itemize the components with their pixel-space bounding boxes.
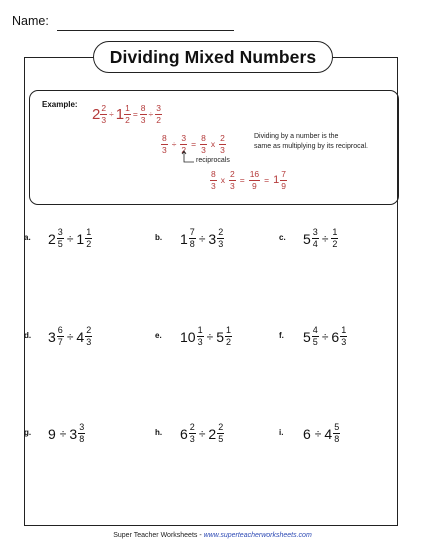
whole-number: 1	[115, 105, 125, 123]
name-line	[57, 30, 234, 31]
fraction: $\frac{6}{7}$	[57, 325, 63, 347]
name-label: Name:	[12, 14, 49, 28]
equals: =	[132, 109, 138, 119]
fraction: 1 2	[86, 227, 92, 249]
example-line-1	[92, 104, 162, 124]
example-note	[254, 132, 399, 152]
problem-letter: a.	[24, 233, 31, 242]
fraction: $\frac{8}{3}$	[162, 133, 167, 155]
problem-letter: f.	[279, 331, 284, 340]
problem-letter: e.	[155, 331, 162, 340]
reciprocals-label: reciprocals	[196, 157, 230, 164]
operator: x	[210, 139, 216, 149]
footer-link[interactable]: www.superteacherworksheets.com	[203, 532, 312, 539]
fraction: $\frac{8}{3}$	[140, 103, 146, 125]
fraction: 3 8	[79, 422, 85, 444]
fraction: 7 9	[281, 169, 286, 191]
fraction: $\frac{16}{9}$	[249, 169, 260, 191]
fraction: 2 3	[86, 325, 92, 347]
problem-letter: d.	[24, 331, 32, 340]
worksheet-title: Dividing Mixed Numbers	[93, 41, 333, 73]
problem-d: 3 $\frac{6}{7}$ ÷ 4 2 3	[48, 325, 92, 347]
fraction: $\frac{4}{5}$	[312, 325, 318, 347]
footer	[0, 532, 425, 539]
fraction: $\frac{8}{3}$	[201, 133, 206, 155]
fraction: 1 2	[225, 325, 231, 347]
problem-e: 10 $\frac{1}{3}$ ÷ 5 1 2	[180, 325, 231, 347]
fraction: $\frac{3}{2}$	[156, 103, 161, 125]
operator: ÷	[171, 139, 177, 149]
fraction: $\frac{2}{3}$	[229, 169, 235, 191]
fraction: $\frac{3}{2}$	[181, 133, 187, 155]
fraction: $\frac{2}{3}$	[101, 103, 107, 125]
whole-number: 1	[273, 174, 280, 186]
fraction: 2 3	[220, 133, 225, 155]
problem-b: 1 $\frac{7}{8}$ ÷ 3 2 3	[180, 227, 224, 249]
problem-letter: h.	[155, 428, 163, 437]
operator: ÷	[109, 109, 114, 119]
equals: =	[191, 139, 197, 149]
equals: =	[239, 175, 245, 185]
fraction: $\frac{3}{4}$	[312, 227, 318, 249]
fraction: $\frac{1}{3}$	[197, 325, 203, 347]
example-label: Example:	[42, 100, 78, 109]
problem-letter: i.	[279, 428, 284, 437]
fraction: $\frac{7}{8}$	[189, 227, 195, 249]
problem-g: 9 ÷ 3 3 8	[48, 422, 85, 444]
fraction: 2 5	[218, 422, 224, 444]
whole-number: 2	[92, 105, 101, 123]
problem-letter: g.	[24, 428, 32, 437]
fraction: $\frac{1}{2}$	[332, 227, 338, 249]
equals: =	[264, 175, 270, 185]
fraction: $\frac{1}{2}$	[125, 103, 130, 125]
fraction: $\frac{2}{3}$	[189, 422, 195, 444]
fraction: 1 3	[341, 325, 347, 347]
problem-i: 6 ÷ 4 5 8	[303, 422, 340, 444]
operator: x	[220, 175, 225, 185]
note-line: Dividing by a number is the	[254, 133, 339, 140]
fraction: $\frac{3}{5}$	[57, 227, 63, 249]
problem-letter: c.	[279, 233, 286, 242]
note-line: same as multiplying by its reciprocal.	[254, 143, 368, 150]
fraction: 8 3	[211, 169, 216, 191]
problem-h: 6 $\frac{2}{3}$ ÷ 2 2 5	[180, 422, 224, 444]
fraction: 2 3	[218, 227, 224, 249]
fraction: 5 8	[334, 422, 340, 444]
example-line-3	[210, 170, 287, 190]
problem-letter: b.	[155, 233, 163, 242]
problem-a: 2 $\frac{3}{5}$ ÷ 1 1 2	[48, 227, 92, 249]
operator: ÷	[148, 109, 154, 119]
footer-text: Super Teacher Worksheets -	[113, 532, 204, 539]
problem-c: 5 $\frac{3}{4}$ ÷ $\frac{1}{2}$	[303, 227, 338, 249]
problem-f: 5 $\frac{4}{5}$ ÷ 6 1 3	[303, 325, 347, 347]
